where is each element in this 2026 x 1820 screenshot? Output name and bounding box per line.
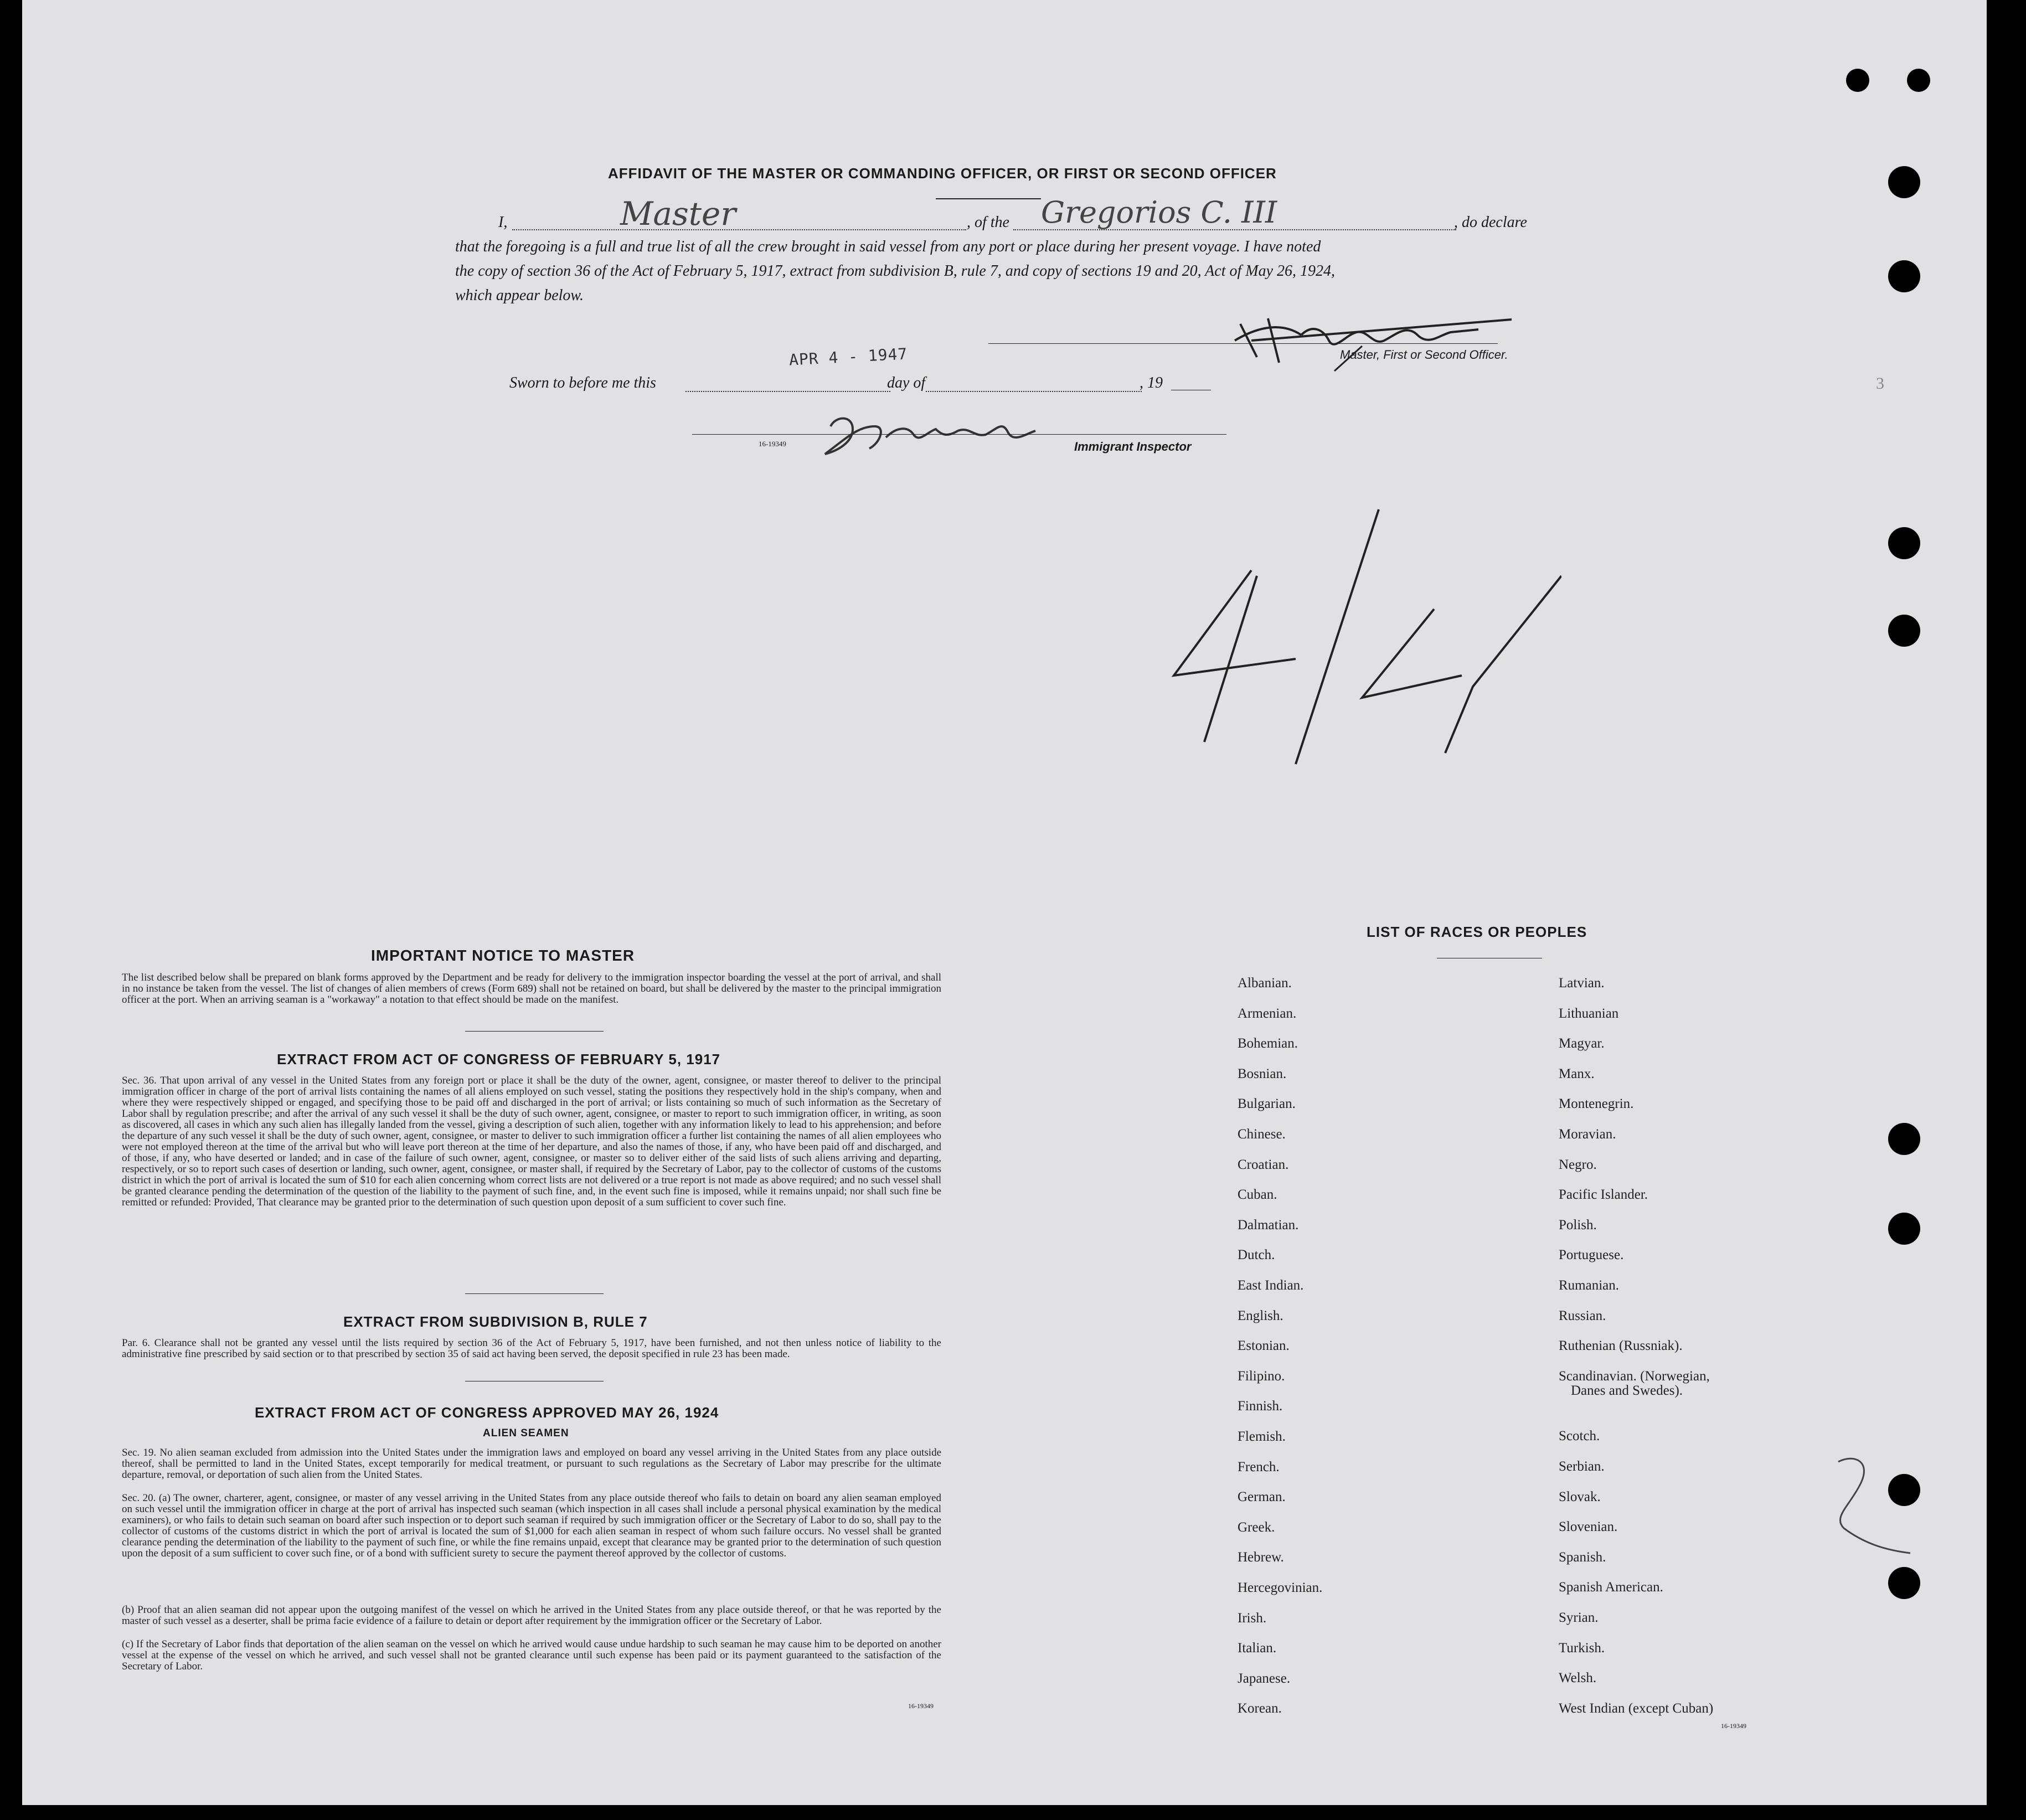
sworn-label: Sworn to before me this xyxy=(509,374,656,391)
race-item: Portuguese. xyxy=(1559,1247,1624,1263)
punch-hole xyxy=(1888,527,1920,559)
race-item: Syrian. xyxy=(1559,1610,1599,1625)
race-item: Ruthenian (Russniak). xyxy=(1559,1338,1683,1354)
race-item: Chinese. xyxy=(1238,1127,1286,1142)
punch-hole xyxy=(1888,615,1920,647)
race-item: Spanish. xyxy=(1559,1549,1606,1565)
race-item: Italian. xyxy=(1238,1641,1277,1656)
race-item: Finnish. xyxy=(1238,1399,1283,1414)
divider xyxy=(936,198,1041,199)
race-item: Armenian. xyxy=(1238,1006,1297,1021)
name-line xyxy=(512,229,966,230)
sworn-day-line xyxy=(685,391,890,392)
form-number: 16-19349 xyxy=(1721,1722,1746,1730)
race-item: Moravian. xyxy=(1559,1127,1616,1142)
divider xyxy=(465,1293,604,1294)
race-item: Dalmatian. xyxy=(1238,1217,1299,1233)
do-declare: , do declare xyxy=(1454,214,1527,231)
race-item: Turkish. xyxy=(1559,1640,1605,1656)
race-item: Estonian. xyxy=(1238,1338,1290,1354)
master-signature xyxy=(1218,302,1528,374)
punch-hole xyxy=(1888,1213,1920,1245)
race-item: French. xyxy=(1238,1459,1280,1474)
inspector-line xyxy=(692,434,1226,435)
form-number: 16-19349 xyxy=(908,1702,934,1710)
month-line xyxy=(926,391,1142,392)
inspector-signature xyxy=(814,404,1080,465)
race-item: Russian. xyxy=(1559,1308,1606,1323)
race-item: Spanish American. xyxy=(1559,1580,1663,1595)
rule7-title: EXTRACT FROM SUBDIVISION B, RULE 7 xyxy=(343,1313,648,1330)
race-item: Korean. xyxy=(1238,1701,1282,1716)
affidavit-title: AFFIDAVIT OF THE MASTER OR COMMANDING OFFICER, OR FIRST OR SECOND OFFICER xyxy=(608,165,1277,182)
race-item: Bosnian. xyxy=(1238,1066,1287,1081)
race-item: English. xyxy=(1238,1308,1283,1323)
punch-hole xyxy=(1888,166,1920,198)
year-label: , 19 xyxy=(1140,374,1163,391)
race-item: Flemish. xyxy=(1238,1429,1286,1444)
document-sheet xyxy=(22,0,1987,1805)
race-item: Dutch. xyxy=(1238,1247,1275,1263)
handwritten-fraction-mark xyxy=(1163,498,1561,786)
race-item: East Indian. xyxy=(1238,1278,1304,1293)
race-item: Slovak. xyxy=(1559,1489,1601,1504)
race-item: Pacific Islander. xyxy=(1559,1187,1648,1203)
date-stamp: APR 4 - 1947 xyxy=(788,344,909,369)
race-item: Albanian. xyxy=(1238,976,1292,991)
race-item: Slovenian. xyxy=(1559,1519,1618,1535)
rule7-text: Par. 6. Clearance shall not be granted any vessel until the lists required by section 36 of the Act of February 5, 1917, have been furnished, and not then unless notice of liability to the administrative fine prescribed by said section or to that prescribed by section 35 of said act having been served, the deposit specified in rule 23 has been made. xyxy=(122,1337,941,1360)
race-item: Hercegovinian. xyxy=(1238,1580,1323,1595)
punch-hole xyxy=(1888,1567,1920,1599)
punch-hole xyxy=(1888,1123,1920,1155)
of-the-label: , of the xyxy=(967,214,1009,231)
race-item: Magyar. xyxy=(1559,1036,1605,1051)
race-item: Scandinavian. (Norwegian, xyxy=(1559,1368,1710,1384)
race-item: Lithuanian xyxy=(1559,1006,1619,1021)
affidavit-line-3: which appear below. xyxy=(455,287,584,304)
race-item: Filipino. xyxy=(1238,1368,1285,1384)
punch-hole xyxy=(1846,69,1869,92)
race-item: German. xyxy=(1238,1489,1286,1505)
handwritten-mark xyxy=(1827,1451,1916,1556)
signature-caption: Master, First or Second Officer. xyxy=(1340,348,1508,362)
race-item: Montenegrin. xyxy=(1559,1096,1634,1112)
vessel-line xyxy=(1013,229,1456,230)
race-item: Latvian. xyxy=(1559,976,1605,991)
affidavit-line-1: that the foregoing is a full and true list of all the crew brought in said vessel from any port or place during her present voyage. I have noted xyxy=(455,238,1321,255)
affidavit-line-2: the copy of section 36 of the Act of February 5, 1917, extract from subdivision B, rule 7, and copy of sections 19 and 20, Act of May 26, 1924, xyxy=(455,262,1336,280)
sec20a-text: Sec. 20. (a) The owner, charterer, agent, consignee, or master of any vessel arriving in the United States from any place outside thereof who fails to detain on board any alien seaman employed on such vessel until the immigration officer in charge at the port of arrival has inspected such seaman (which inspection in all cases shall include a personal physical examination by the medical examiners), or who fails to detain such seaman on board after such inspection or to deport such seaman if required by such immigration officer or the Secretary of Labor to do so, shall pay to the collector of customs of the customs district in which the port of arrival is located the sum of $1,000 for each alien seaman in respect of whom such failure occurs. No vessel shall be granted clearance pending the determination of the liability to the payment of such fine, or while the fine remains unpaid, except that clearance may be granted prior to the determination of such question upon the deposit of a sum sufficient to cover such fine, or of a bond with sufficient surety to secure the payment thereof approved by the collector of customs. xyxy=(122,1492,941,1559)
race-item: Welsh. xyxy=(1559,1671,1597,1686)
race-item: Croatian. xyxy=(1238,1157,1289,1172)
i-label: I, xyxy=(498,214,508,231)
race-item: West Indian (except Cuban) xyxy=(1559,1700,1714,1716)
extract-1917-title: EXTRACT FROM ACT OF CONGRESS OF FEBRUARY 5, 1917 xyxy=(277,1051,721,1068)
extract-1924-title: EXTRACT FROM ACT OF CONGRESS APPROVED MAY 26, 1924 xyxy=(255,1404,719,1421)
race-item: Greek. xyxy=(1238,1519,1275,1535)
race-item: Japanese. xyxy=(1238,1671,1291,1686)
race-item: Cuban. xyxy=(1238,1187,1277,1203)
race-item: Danes and Swedes). xyxy=(1571,1383,1683,1398)
sec20c-text: (c) If the Secretary of Labor finds that deportation of the alien seaman on the vessel on which he arrived would cause undue hardship to such seaman he may cause him to be deported on another vessel at the expense of the vessel on which he arrived, and such vessel shall not be granted clearance until such expense has been paid or its payment guaranteed to the satisfaction of the Secretary of Labor. xyxy=(122,1638,941,1672)
race-item: Scotch. xyxy=(1559,1429,1600,1444)
signature-line xyxy=(988,343,1498,344)
races-title: LIST OF RACES OR PEOPLES xyxy=(1367,924,1587,940)
divider xyxy=(465,1031,604,1032)
race-item: Serbian. xyxy=(1559,1459,1605,1474)
day-of-label: day of xyxy=(887,374,926,391)
punch-hole xyxy=(1888,260,1920,292)
race-item: Bohemian. xyxy=(1238,1036,1298,1051)
sec20b-text: (b) Proof that an alien seaman did not appear upon the outgoing manifest of the vessel on which he arrived in the United States from any place outside thereof, or that he was reported by the master of such vessel as a deserter, shall be prima facie evidence of a failure to detain or deport after requirement by the immigration officer or the Secretary of Labor. xyxy=(122,1604,941,1627)
race-item: Hebrew. xyxy=(1238,1550,1284,1565)
master-handwritten: Master xyxy=(620,195,736,233)
race-item: Rumanian. xyxy=(1559,1278,1620,1293)
punch-hole xyxy=(1907,69,1930,92)
margin-mark: 3 xyxy=(1876,374,1884,393)
sec19-text: Sec. 19. No alien seaman excluded from admission into the United States under the immigration laws and employed on board any vessel arriving in the United States from any place outside thereof, shall be permitted to land in the United States, except temporarily for medical treatment, or pursuant to such regulations as the Secretary of Labor may prescribe for the ultimate departure, removal, or deportation of such alien from the United States. xyxy=(122,1447,941,1481)
race-item: Manx. xyxy=(1559,1066,1595,1081)
notice-title: IMPORTANT NOTICE TO MASTER xyxy=(371,947,635,964)
inspector-caption: Immigrant Inspector xyxy=(1074,440,1192,453)
race-item: Polish. xyxy=(1559,1217,1597,1233)
alien-seamen-subtitle: ALIEN SEAMEN xyxy=(483,1427,569,1439)
form-number: 16-19349 xyxy=(759,440,786,448)
race-item: Bulgarian. xyxy=(1238,1096,1296,1112)
extract-1917-text: Sec. 36. That upon arrival of any vessel in the United States from any foreign port or place it shall be the duty of the owner, agent, consignee, or master thereof to deliver to the principal immigration officer in charge of the port of arrival lists containing the names of all aliens employed on such vessel, stating the positions they respectively hold in the ship's company, when and where they were respectively shipped or engaged, and specifying those to be paid off and discharged in the port of arrival; or lists containing so much of such information as the Secretary of Labor shall by regulation prescribe; and after the arrival of any such vessel it shall be the duty of such owner, agent, consignee, or master to report to such immigration officer, in writing, as soon as discovered, all cases in which any such alien has illegally landed from the vessel, giving a description of such alien, together with any information likely to lead to his apprehension; and before the departure of any such vessel it shall be the duty of such owner, agent, consignee, or master to deliver to such immigration officer a further list containing the names of all alien employees who were not employed thereon at the time of the arrival but who will leave port thereon at the time of her departure, and also the names of those, if any, who have been paid off and discharged, and of those, if any, who have deserted or landed; and in case of the failure of such owner, agent, consignee, or master so to deliver either of the said lists of such aliens arriving and departing, respectively, or so to report such cases of desertion or landing, such owner, agent, consignee, or master shall, if required by the Secretary of Labor, pay to the collector of customs of the customs district in which the port of arrival is located the sum of $10 for each alien concerning whom correct lists are not delivered or a true report is not made as above required; and no such vessel shall be granted clearance pending the determination of the question of the liability to the payment of such fine, and, in the event such fine is imposed, while it remains unpaid; nor shall such fine be remitted or refunded: Provided, That clearance may be granted prior to the determination of such question upon deposit of a sum sufficient to cover such fine. xyxy=(122,1075,941,1208)
race-item: Negro. xyxy=(1559,1157,1597,1172)
vessel-handwritten: Gregorios C. III xyxy=(1041,195,1277,230)
race-item: Irish. xyxy=(1238,1610,1267,1626)
notice-text: The list described below shall be prepared on blank forms approved by the Department and be ready for delivery to the immigration inspector boarding the vessel at the port of arrival, and shall in no instance be taken from the vessel. The list of changes of alien members of crews (Form 689) shall not be retained on board, but shall be delivered by the master to the principal immigration officer at the port. When an arriving seaman is a "workaway" a notation to that effect should be made on the manifest. xyxy=(122,972,941,1006)
